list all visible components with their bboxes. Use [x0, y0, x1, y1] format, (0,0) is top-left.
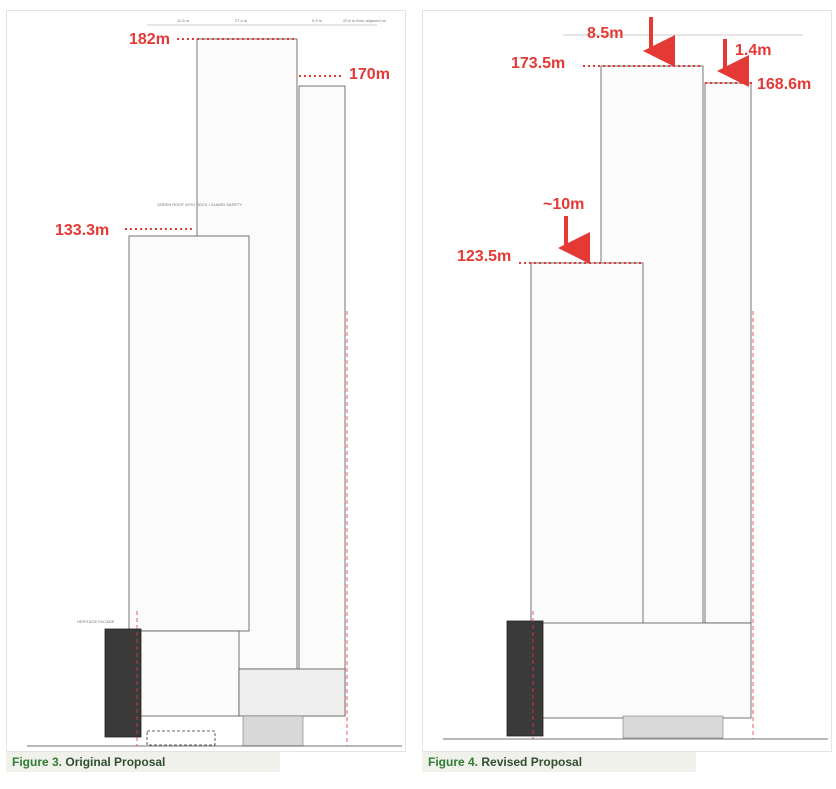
figure-title: Revised Proposal: [481, 755, 583, 769]
reduction-label-tower: 8.5m: [587, 25, 624, 42]
podium-block: [531, 263, 643, 631]
secondary-tower: [705, 83, 751, 623]
reduction-label-secondary: 1.4m: [735, 42, 772, 59]
revised-proposal-panel: [422, 10, 832, 752]
height-label-podium: 123.5m: [457, 248, 512, 265]
heritage-facade: [507, 621, 543, 736]
reduction-label-podium: ~10m: [543, 196, 585, 213]
plan-dimensions: [147, 18, 387, 25]
height-label-secondary: 170m: [349, 66, 390, 83]
original-proposal-panel: [6, 10, 406, 752]
dim-label: 12.5 m: [177, 18, 190, 23]
dim-label: 27.4 m: [235, 18, 248, 23]
figure-caption-original: [6, 752, 280, 772]
revised-elevation-drawing: [423, 11, 831, 751]
height-label-tower: 173.5m: [511, 55, 566, 72]
original-elevation-drawing: [7, 11, 405, 751]
height-label-podium: 133.3m: [55, 222, 110, 239]
figure-number: Figure 3.: [12, 755, 63, 769]
dim-label: 9.5 m: [312, 18, 323, 23]
podium-block: [129, 236, 249, 631]
figure-title: Original Proposal: [65, 755, 166, 769]
base-block: [139, 631, 239, 716]
dim-label: 20.8 m from adjacent lot: [343, 18, 386, 23]
figure-caption-revised: [422, 752, 696, 772]
figure-number: Figure 4.: [428, 755, 479, 769]
height-label-tower: 182m: [129, 31, 170, 48]
base-block: [541, 623, 751, 718]
heritage-facade: [105, 629, 141, 737]
heritage-note: HERITAGE FACADE: [77, 619, 115, 624]
secondary-tower: [299, 86, 345, 716]
height-label-secondary: 168.6m: [757, 76, 812, 93]
roof-note: GREEN ROOF WITH DECK / GUARD SAFETY: [157, 202, 242, 207]
